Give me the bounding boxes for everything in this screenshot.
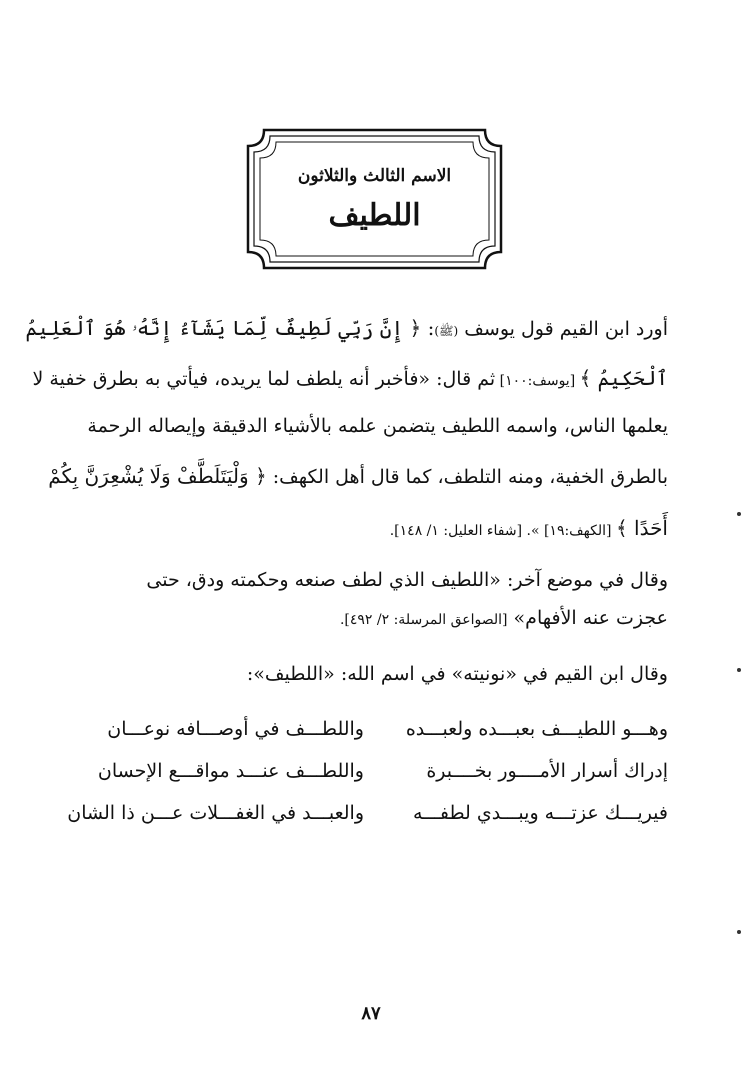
- text-run: عجزت عنه الأفهام»: [507, 607, 668, 629]
- scan-mark: [737, 930, 741, 934]
- paragraph-1-line-3: يعلمها الناس، واسمه اللطيف يتضمن علمه بالأشياء الدقيقة وإيصاله الرحمة: [87, 415, 668, 437]
- quran-verse: ٱلْحَكِيمُ ﴾: [579, 366, 668, 390]
- paragraph-1-line-4: [48, 458, 668, 495]
- poem-verse: [67, 802, 668, 838]
- text-run: بالطرق الخفية، ومنه التلطف، كما قال أهل الكهف:: [266, 466, 668, 488]
- source-citation: [الصواعق المرسلة: ٢/ ٤٩٢].: [339, 612, 508, 628]
- paragraph-2-line-1: وقال في موضع آخر: «اللطيف الذي لطف صنعه وحكمته ودق، حتى: [146, 569, 668, 591]
- salutation-icon: (ﷺ): [434, 324, 459, 338]
- page-number: ٨٧: [361, 1003, 381, 1024]
- verse-first-hemistich: وهـــو اللطيـــف بعبـــده ولعبـــده: [405, 718, 668, 740]
- verse-first-hemistich: فيريـــك عزتـــه ويبـــدي لطفـــه: [412, 802, 668, 824]
- scan-mark: [737, 512, 741, 516]
- verse-reference: [الكهف:١٩] »: [530, 523, 616, 539]
- verse-second-hemistich: والعبـــد في الغفـــلات عـــن ذا الشان: [67, 802, 364, 824]
- quran-verse: أَحَدًا ﴾: [615, 516, 668, 540]
- paragraph-1-line-1: [25, 310, 668, 349]
- quran-verse: : ﴿ إِنَّ رَبِّي لَطِيفٌ لِّمَا يَشَآءُ إِنَّهُۥ هُوَ ٱلْعَلِيمُ: [25, 316, 435, 340]
- paragraph-1-line-5: [74, 510, 668, 549]
- verse-reference: [يوسف:١٠٠]: [495, 373, 580, 389]
- verse-second-hemistich: واللطـــف في أوصـــافه نوعـــان: [107, 718, 364, 740]
- poem-verse: [74, 760, 668, 796]
- verse-second-hemistich: واللطـــف عنـــد مواقـــع الإحسان: [97, 760, 364, 782]
- quran-verse: ﴿ وَلْيَتَلَطَّفْ وَلَا يُشْعِرَنَّ بِكُمْ: [48, 464, 267, 488]
- verse-first-hemistich: إدراك أسرار الأمــــور بخــــبرة: [426, 760, 668, 782]
- poem-verse: [74, 718, 668, 754]
- chapter-subtitle: الاسم الثالث والثلاثون: [297, 166, 452, 186]
- text-run: ثم قال: «فأخبر أنه يلطف لما يريده، فيأتي به بطرق خفية لا: [32, 368, 496, 390]
- paragraph-1-line-2: [32, 360, 668, 399]
- scan-mark: [737, 668, 741, 672]
- paragraph-2-line-2: [74, 600, 668, 638]
- source-citation: . [شفاء العليل: ١/ ١٤٨].: [389, 523, 531, 539]
- chapter-header-frame: [246, 128, 503, 270]
- text-run: أورد ابن القيم قول يوسف: [458, 318, 668, 340]
- paragraph-3-line-1: وقال ابن القيم في «نونيته» في اسم الله: «اللطيف»:: [246, 663, 668, 685]
- chapter-title: اللطيف: [328, 198, 421, 233]
